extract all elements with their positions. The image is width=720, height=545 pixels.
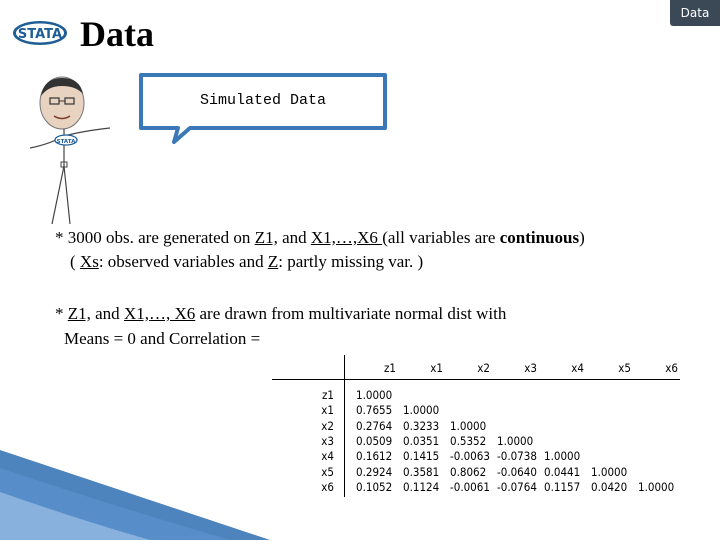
speech-bubble-icon	[138, 72, 388, 147]
matrix-cell: 1.0000	[450, 418, 487, 433]
stick-figure-icon	[28, 76, 118, 226]
matrix-cell: -0.0764	[497, 479, 537, 494]
stata-logo-icon	[12, 20, 68, 46]
matrix-cell: -0.0640	[497, 464, 537, 479]
matrix-cell: 1.0000	[591, 464, 628, 479]
matrix-cell: 1.0000	[497, 433, 534, 448]
matrix-cell: -0.0738	[497, 449, 537, 464]
matrix-column-header: x3	[524, 361, 537, 375]
text-line-observations: * 3000 obs. are generated on Z1, and X1,…,X6 (all variables are continuous)	[55, 228, 585, 247]
slide-title: Data	[80, 14, 154, 54]
matrix-column-header: z1	[383, 361, 396, 375]
corner-section-tag: Data	[670, 0, 720, 26]
svg-text:STATA: STATA	[56, 139, 76, 145]
matrix-row-header: z1	[321, 388, 334, 402]
matrix-column-header: x5	[618, 361, 631, 375]
text-line-distribution: * Z1, and X1,…, X6 are drawn from multivariate normal dist with	[55, 304, 507, 323]
matrix-cell: 0.0441	[544, 464, 581, 479]
matrix-cell: -0.0061	[450, 479, 490, 494]
speech-bubble	[138, 72, 388, 130]
correlation-matrix	[272, 355, 680, 497]
matrix-cell: 0.5352	[450, 433, 487, 448]
matrix-column-header: x1	[430, 361, 443, 375]
matrix-cell: 0.2764	[356, 418, 393, 433]
matrix-cell: 0.8062	[450, 464, 487, 479]
matrix-cell: 0.1052	[356, 479, 393, 494]
decorative-swoosh	[0, 450, 270, 540]
matrix-row-header: x4	[321, 449, 334, 464]
matrix-cell: 1.0000	[356, 388, 393, 402]
matrix-cell: 0.0509	[356, 433, 393, 448]
matrix-row-rule	[344, 355, 345, 497]
matrix-row-header: x1	[321, 403, 334, 418]
svg-text:STATA: STATA	[17, 27, 63, 42]
matrix-cell: 0.7655	[356, 403, 393, 418]
matrix-cell: 0.1612	[356, 449, 393, 464]
matrix-row-header: x2	[321, 418, 334, 433]
matrix-column-header: x4	[571, 361, 584, 375]
matrix-cell: 0.1415	[403, 449, 440, 464]
matrix-cell: 1.0000	[638, 479, 675, 494]
text-line-means: Means = 0 and Correlation =	[64, 329, 261, 348]
matrix-cell: 0.1124	[403, 479, 440, 494]
matrix-cell: 0.2924	[356, 464, 393, 479]
matrix-cell: 0.3581	[403, 464, 440, 479]
matrix-header-rule	[272, 379, 680, 380]
matrix-cell: 1.0000	[403, 403, 440, 418]
matrix-cell: 0.3233	[403, 418, 440, 433]
matrix-cell: 0.0420	[591, 479, 628, 494]
matrix-cell: 1.0000	[544, 449, 581, 464]
matrix-row-header: x3	[321, 433, 334, 448]
matrix-column-header: x2	[477, 361, 490, 375]
bubble-text: Simulated Data	[199, 92, 327, 109]
matrix-row-header: x5	[321, 464, 334, 479]
text-line-variables: ( Xs: observed variables and Z: partly missing var. )	[70, 252, 424, 271]
matrix-row-header: x6	[321, 479, 334, 494]
matrix-cell: 0.0351	[403, 433, 440, 448]
matrix-cell: 0.1157	[544, 479, 581, 494]
matrix-column-header: x6	[665, 361, 678, 375]
matrix-cell: -0.0063	[450, 449, 490, 464]
